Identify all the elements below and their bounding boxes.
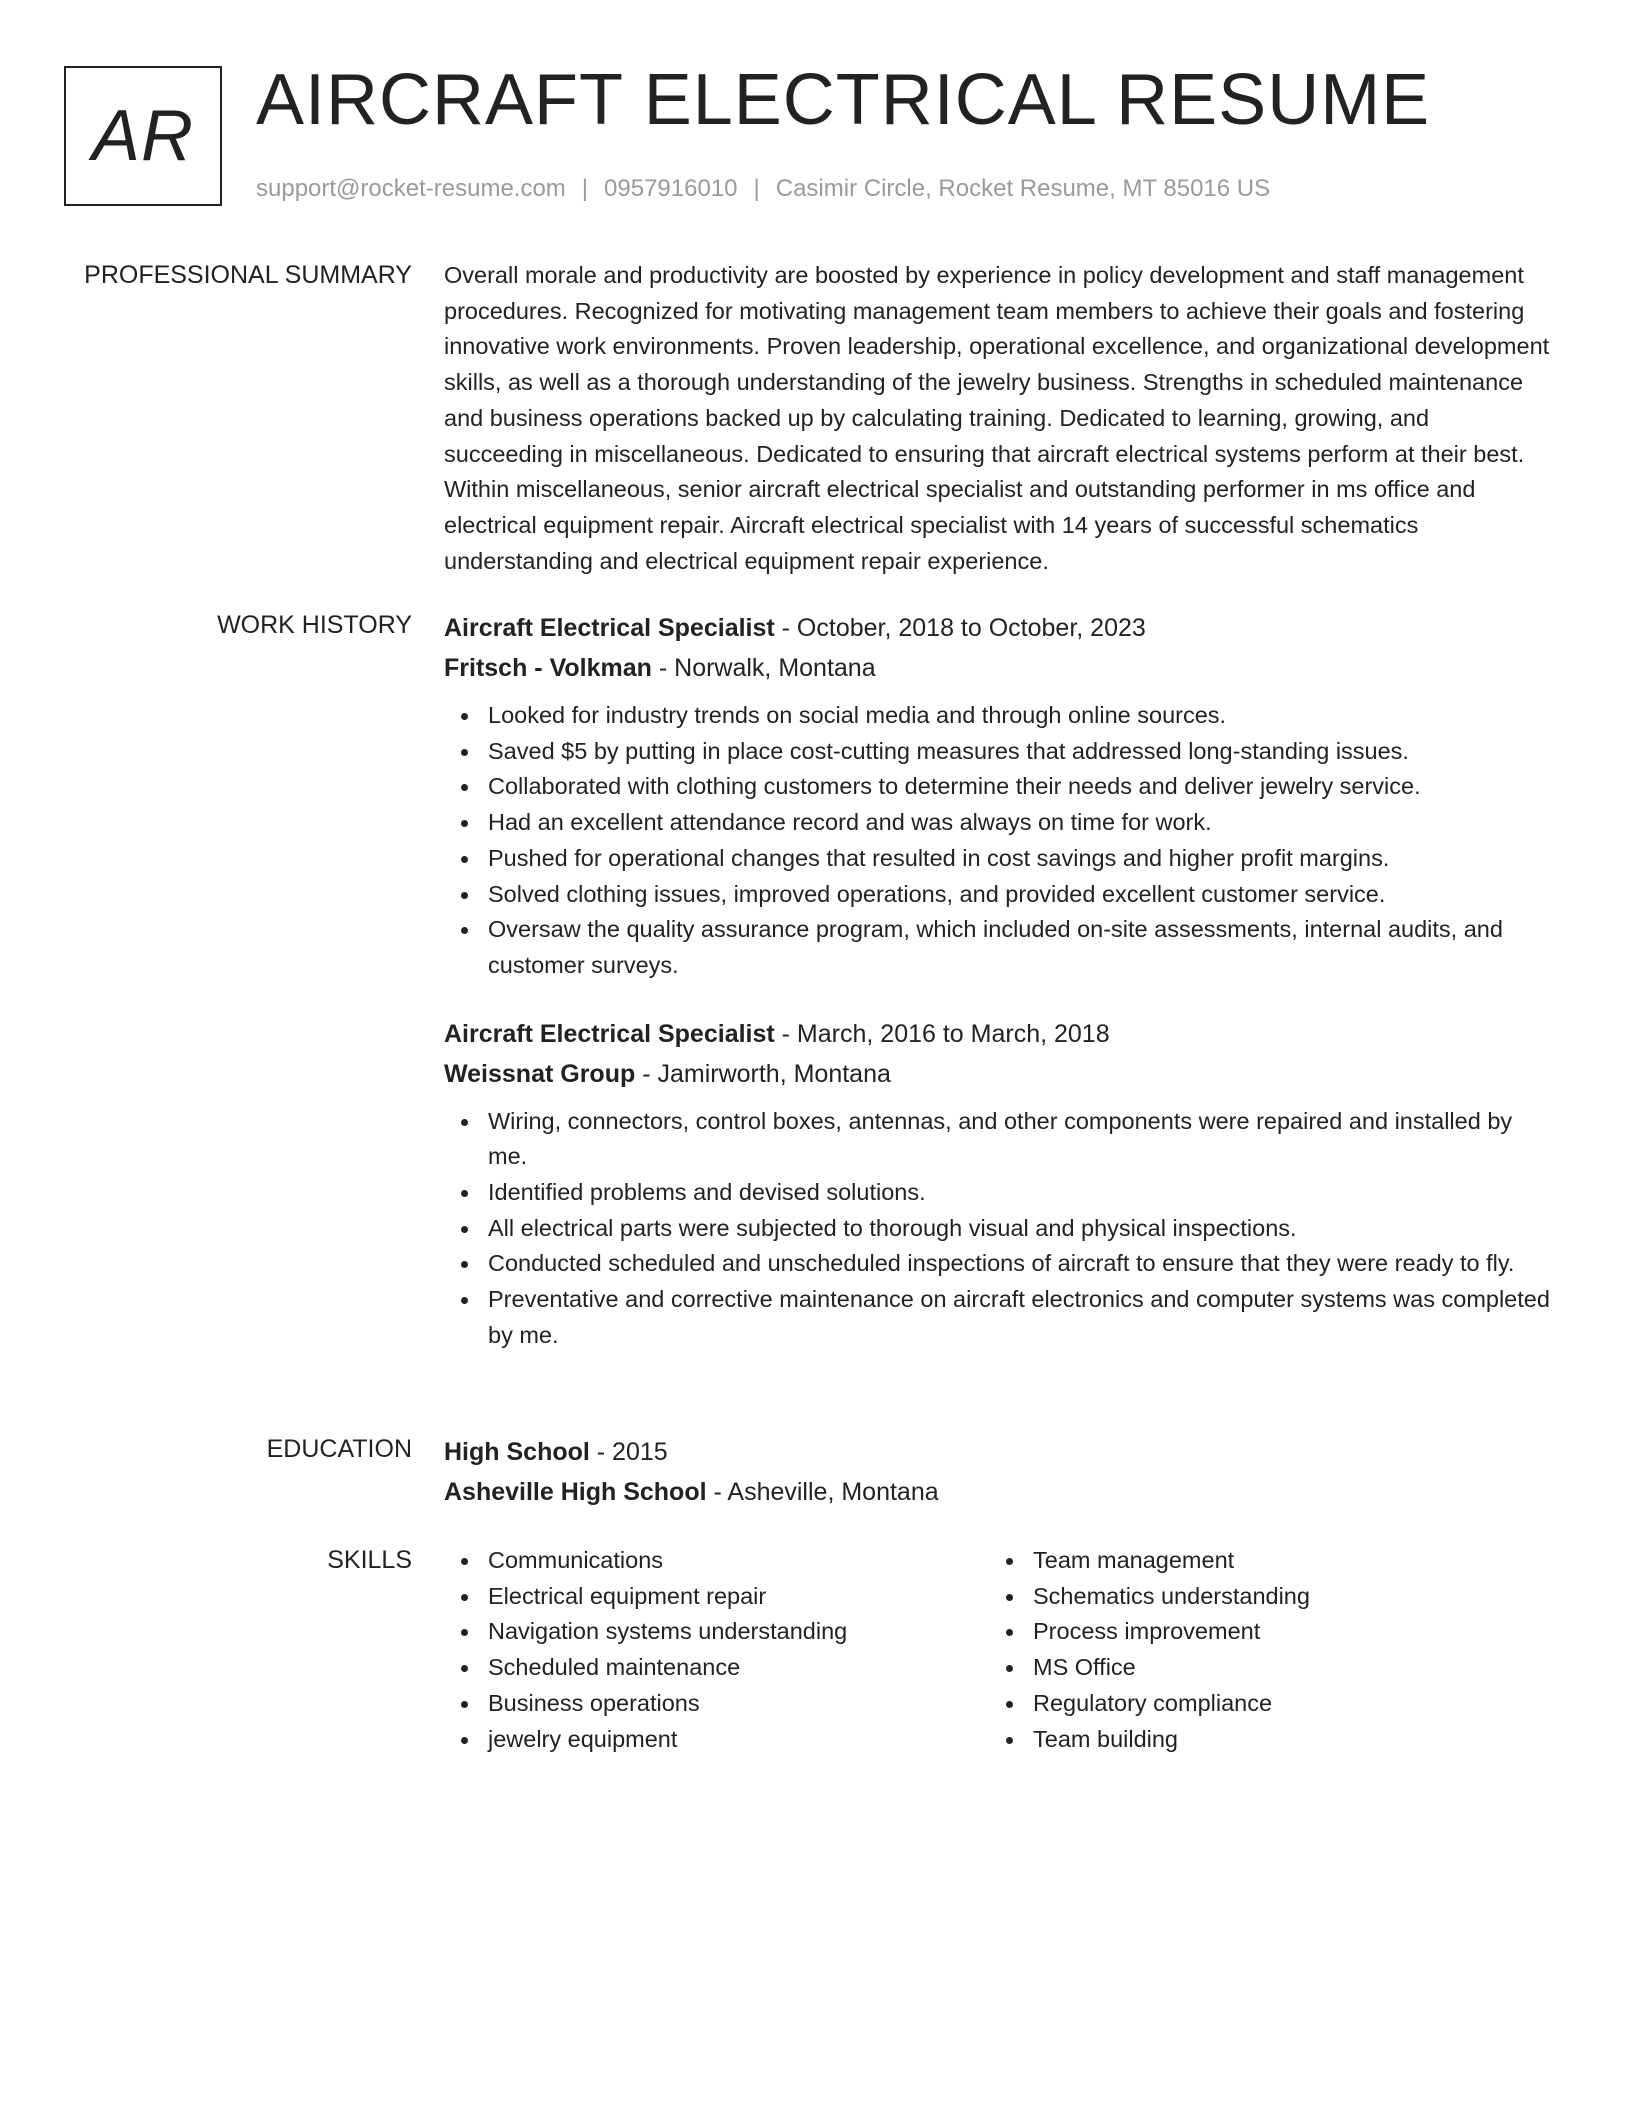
education-heading: EDUCATION (266, 1435, 412, 1463)
education-body (444, 1432, 1554, 1512)
list-item: Collaborated with clothing customers to determine their needs and deliver jewelry service. (488, 769, 1554, 805)
summary-text: Overall morale and productivity are boosted by experience in policy development and staff management procedures. Recognized for motivating management team members to achieve their goals and fostering innovative work environments. Proven leadership, operational excellence, and organizational development skills, as well as a thorough understanding of the jewelry business. Strengths in scheduled maintenance and business operations backed up by calculating training. Dedicated to learning, growing, and succeeding in miscellaneous. Dedicated to ensuring that aircraft electrical systems perform at their best. Within miscellaneous, senior aircraft electrical specialist and outstanding performer in ms office and electrical equipment repair. Aircraft electrical specialist with 14 years of successful schematics understanding and electrical equipment repair experience. (444, 262, 1550, 574)
contact-separator: | (581, 175, 589, 202)
job-dates: - October, 2018 to October, 2023 (774, 614, 1146, 642)
skills-column-left (444, 1543, 989, 1757)
job-bullets (444, 698, 1554, 984)
job-entry (444, 1014, 1554, 1354)
skill-item: Team building (1033, 1722, 1534, 1758)
list-item: Pushed for operational changes that resulted in cost savings and higher profit margins. (488, 841, 1554, 877)
company-location: - Jamirworth, Montana (635, 1059, 891, 1088)
job-title-line (444, 1014, 1554, 1054)
contact-address: Casimir Circle, Rocket Resume, MT 85016 US (775, 175, 1271, 202)
list-item: Wiring, connectors, control boxes, antennas, and other components were repaired and installed by me. (488, 1104, 1554, 1175)
skill-item: Scheduled maintenance (488, 1650, 989, 1686)
list-item: Had an excellent attendance record and was always on time for work. (488, 805, 1554, 841)
company-line (444, 1054, 1554, 1094)
list-item: Conducted scheduled and unscheduled inspections of aircraft to ensure that they were ready to fly. (488, 1246, 1554, 1282)
skills-list-left (444, 1543, 989, 1757)
skills-body (444, 1543, 1554, 1757)
contact-line (256, 173, 1270, 205)
job-bullets (444, 1104, 1554, 1354)
skill-item: MS Office (1033, 1650, 1534, 1686)
skill-item: Navigation systems understanding (488, 1614, 989, 1650)
resume-title: AIRCRAFT ELECTRICAL RESUME (256, 60, 1431, 140)
job-title: Aircraft Electrical Specialist (444, 614, 775, 642)
skill-item: Business operations (488, 1686, 989, 1722)
degree-line (444, 1432, 1554, 1472)
list-item: Identified problems and devised solutions. (488, 1175, 1554, 1211)
degree: High School (444, 1438, 590, 1466)
skill-item: Schematics understanding (1033, 1579, 1534, 1615)
list-item: Preventative and corrective maintenance on aircraft electronics and computer systems was completed by me. (488, 1282, 1554, 1353)
skills-column-right (989, 1543, 1534, 1757)
school-name: Asheville High School (444, 1478, 707, 1506)
contact-phone: 0957916010 (604, 175, 738, 202)
skill-item: Communications (488, 1543, 989, 1579)
skills-list-right (989, 1543, 1534, 1757)
work-history-heading: WORK HISTORY (217, 611, 412, 639)
work-history-body (444, 608, 1554, 1354)
job-entry (444, 608, 1554, 984)
monogram-initials: AR (91, 96, 195, 176)
company-location: - Norwalk, Montana (651, 654, 876, 682)
list-item: All electrical parts were subjected to thorough visual and physical inspections. (488, 1211, 1554, 1247)
skill-item: jewelry equipment (488, 1722, 989, 1758)
summary-heading: PROFESSIONAL SUMMARY (84, 261, 412, 289)
company-line (444, 648, 1554, 688)
monogram-box (64, 66, 222, 206)
skill-item: Process improvement (1033, 1614, 1534, 1650)
list-item: Oversaw the quality assurance program, which included on-site assessments, internal audits, and customer surveys. (488, 912, 1554, 983)
job-title: Aircraft Electrical Specialist (444, 1019, 775, 1048)
list-item: Looked for industry trends on social media and through online sources. (488, 698, 1554, 734)
school-location: - Asheville, Montana (706, 1478, 939, 1506)
skill-item: Regulatory compliance (1033, 1686, 1534, 1722)
company-name: Weissnat Group (444, 1059, 636, 1088)
skill-item: Electrical equipment repair (488, 1579, 989, 1615)
job-dates: - March, 2016 to March, 2018 (774, 1019, 1110, 1048)
company-name: Fritsch - Volkman (444, 654, 652, 682)
contact-separator: | (753, 175, 760, 202)
skill-item: Team management (1033, 1543, 1534, 1579)
list-item: Saved $5 by putting in place cost-cutting measures that addressed long-standing issues. (488, 734, 1554, 770)
contact-email: support@rocket-resume.com (256, 175, 566, 202)
school-line (444, 1472, 1554, 1512)
list-item: Solved clothing issues, improved operations, and provided excellent customer service. (488, 877, 1554, 913)
summary-body (444, 258, 1554, 579)
skills-heading: SKILLS (327, 1546, 412, 1574)
skills-columns (444, 1543, 1554, 1757)
graduation-year: - 2015 (589, 1438, 668, 1466)
job-title-line (444, 608, 1554, 648)
